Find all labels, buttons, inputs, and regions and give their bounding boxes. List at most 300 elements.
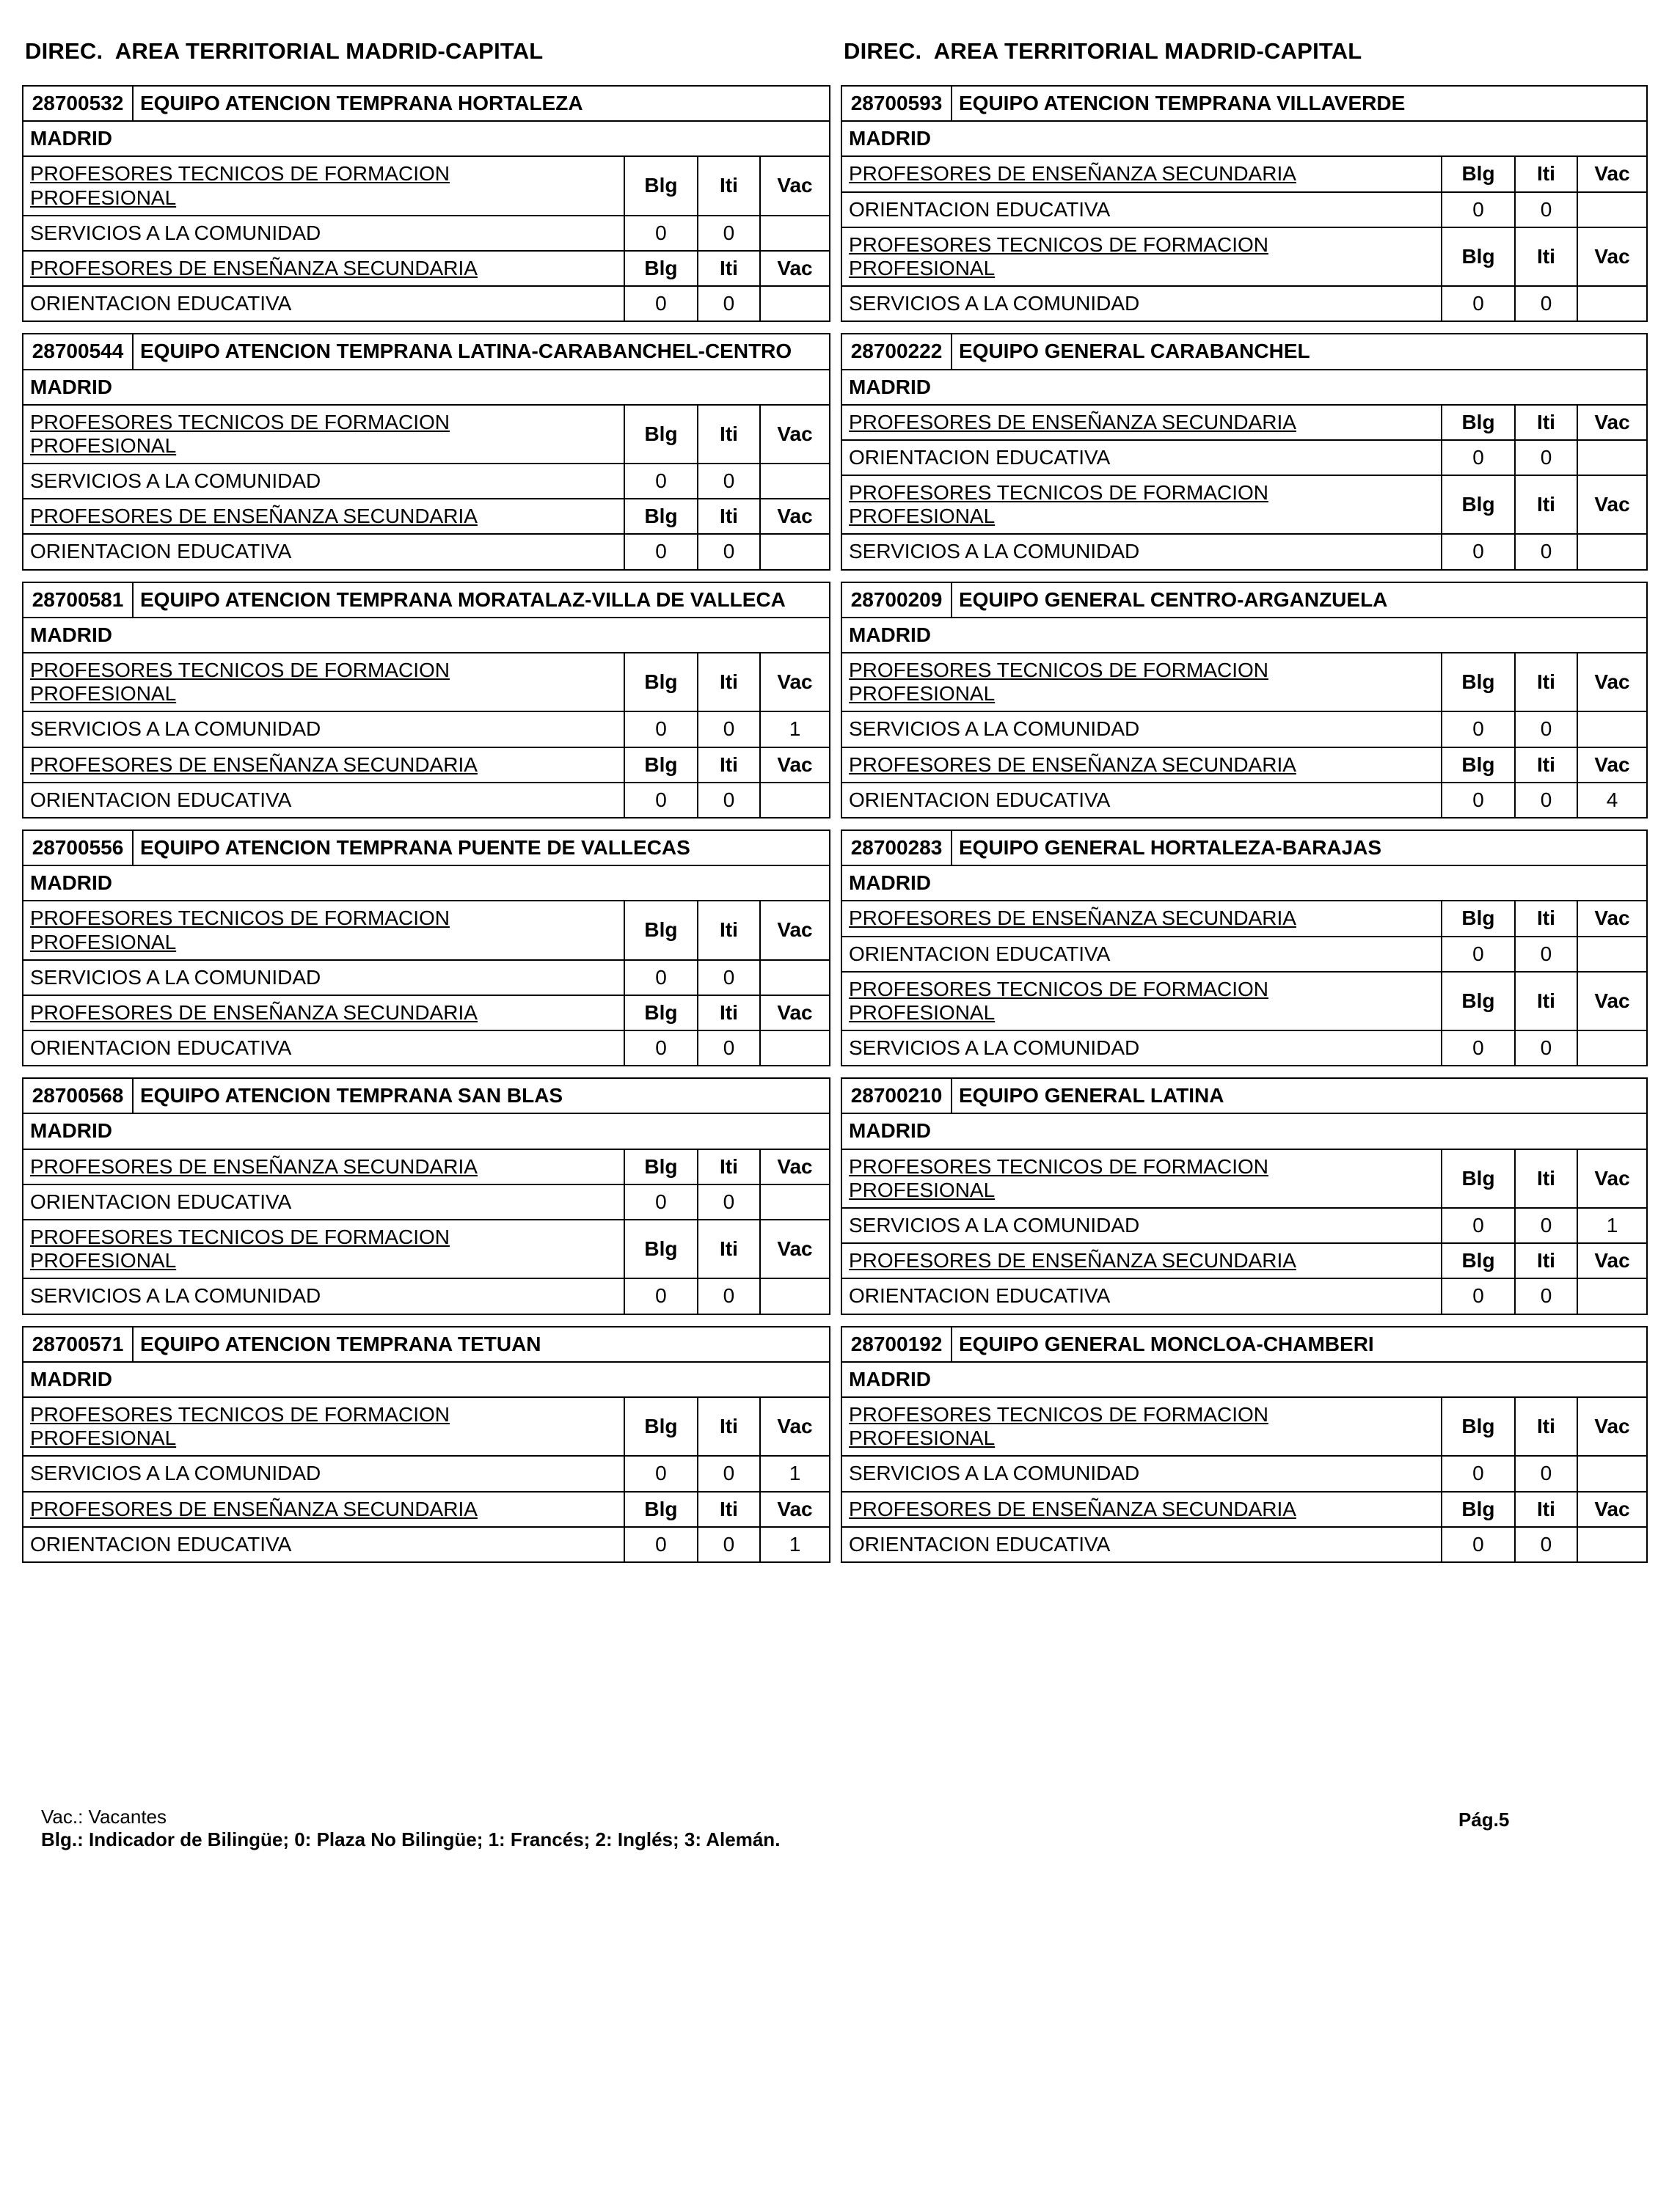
center-code: 28700571 [23, 1327, 133, 1362]
block-header-row [841, 86, 1647, 121]
specialty-cell: ORIENTACION EDUCATIVA [841, 440, 1442, 475]
vac-column-header: Vac [1577, 227, 1647, 286]
vac-value [760, 783, 830, 818]
iti-value: 0 [1515, 1456, 1577, 1491]
center-name: EQUIPO ATENCION TEMPRANA SAN BLAS [133, 1078, 830, 1113]
center-block [841, 830, 1648, 1066]
vac-value [1577, 1030, 1647, 1066]
blg-value: 0 [1442, 286, 1515, 321]
center-code: 28700593 [841, 86, 952, 121]
iti-column-header: Iti [1515, 1492, 1577, 1527]
body-header-row [841, 405, 1647, 440]
locality-row [23, 121, 830, 156]
iti-value: 0 [1515, 1030, 1577, 1066]
locality-row [841, 618, 1647, 653]
footer-vac-note: Vac.: Vacantes [41, 1806, 167, 1828]
body-header-row [841, 1397, 1647, 1456]
blg-value: 0 [1442, 783, 1515, 818]
blg-column-header: Blg [1442, 1397, 1515, 1456]
center-code: 28700192 [841, 1327, 952, 1362]
blg-column-header: Blg [1442, 972, 1515, 1030]
center-block [22, 333, 830, 570]
vac-value: 1 [1577, 1208, 1647, 1243]
blg-value: 0 [1442, 1030, 1515, 1066]
locality-cell: MADRID [23, 121, 830, 156]
body-header-row [23, 653, 830, 711]
body-name-cell [23, 995, 624, 1030]
center-name: EQUIPO ATENCION TEMPRANA VILLAVERDE [952, 86, 1647, 121]
vac-column-header: Vac [1577, 156, 1647, 191]
blg-value: 0 [1442, 440, 1515, 475]
blg-column-header: Blg [624, 1397, 698, 1456]
locality-row [23, 1362, 830, 1397]
specialty-row [841, 286, 1647, 321]
iti-column-header: Iti [1515, 475, 1577, 534]
body-header-row [23, 251, 830, 286]
specialty-row [841, 1527, 1647, 1562]
center-block [841, 333, 1648, 570]
iti-column-header: Iti [1515, 227, 1577, 286]
block-header-row [23, 830, 830, 865]
specialty-cell: ORIENTACION EDUCATIVA [841, 1278, 1442, 1314]
block-header-row [23, 86, 830, 121]
blg-value: 0 [624, 1030, 698, 1066]
blocks-column-right [841, 85, 1648, 1574]
body-name-cell [841, 972, 1442, 1030]
body-header-row [841, 972, 1647, 1030]
iti-value: 0 [1515, 711, 1577, 747]
specialty-row [23, 1456, 830, 1491]
body-name-cell [23, 747, 624, 783]
body-name-text: PROFESORES DE ENSEÑANZA SECUNDARIA [30, 1154, 478, 1178]
body-header-row [23, 1149, 830, 1184]
block-header-row [23, 334, 830, 369]
blg-column-header: Blg [1442, 405, 1515, 440]
block-header-row [841, 1078, 1647, 1113]
specialty-cell: ORIENTACION EDUCATIVA [841, 192, 1442, 227]
iti-column-header: Iti [1515, 901, 1577, 936]
blg-value: 0 [624, 1527, 698, 1562]
iti-column-header: Iti [698, 1492, 760, 1527]
body-name-text: PROFESORES TECNICOS DE FORMACION PROFESIONAL [30, 659, 450, 706]
specialty-row [841, 1030, 1647, 1066]
center-code: 28700209 [841, 582, 952, 618]
locality-row [841, 121, 1647, 156]
body-name-cell [23, 499, 624, 534]
iti-value: 0 [698, 960, 760, 995]
iti-column-header: Iti [698, 1397, 760, 1456]
vac-value [760, 464, 830, 499]
vac-column-header: Vac [760, 653, 830, 711]
blg-value: 0 [624, 1278, 698, 1314]
blg-column-header: Blg [1442, 1492, 1515, 1527]
specialty-cell: SERVICIOS A LA COMUNIDAD [841, 286, 1442, 321]
center-code: 28700532 [23, 86, 133, 121]
body-header-row [841, 901, 1647, 936]
body-name-cell [841, 1397, 1442, 1456]
vac-column-header: Vac [760, 1397, 830, 1456]
iti-value: 0 [698, 1278, 760, 1314]
vac-value [760, 960, 830, 995]
body-name-text: PROFESORES TECNICOS DE FORMACION PROFESIONAL [30, 1402, 450, 1450]
blocks-column-left [22, 85, 830, 1574]
body-header-row [23, 1397, 830, 1456]
specialty-cell: SERVICIOS A LA COMUNIDAD [23, 711, 624, 747]
locality-row [841, 1362, 1647, 1397]
body-name-cell [841, 653, 1442, 711]
center-block [22, 1326, 830, 1563]
body-name-cell [23, 1397, 624, 1456]
body-name-text: PROFESORES DE ENSEÑANZA SECUNDARIA [30, 752, 478, 776]
iti-value: 0 [698, 1184, 760, 1220]
body-name-cell [23, 251, 624, 286]
center-block [841, 1326, 1648, 1563]
vac-column-header: Vac [760, 156, 830, 215]
body-name-text: PROFESORES TECNICOS DE FORMACION PROFESIONAL [30, 162, 450, 209]
blg-value: 0 [624, 1456, 698, 1491]
iti-column-header: Iti [1515, 1243, 1577, 1278]
body-name-text: PROFESORES DE ENSEÑANZA SECUNDARIA [849, 752, 1296, 776]
center-code: 28700581 [23, 582, 133, 618]
footer-legend [41, 1806, 780, 1851]
vac-column-header: Vac [1577, 405, 1647, 440]
body-header-row [23, 499, 830, 534]
blg-value: 0 [624, 534, 698, 569]
body-name-cell [841, 1492, 1442, 1527]
center-code: 28700556 [23, 830, 133, 865]
locality-cell: MADRID [841, 618, 1647, 653]
iti-value: 0 [1515, 192, 1577, 227]
center-name: EQUIPO GENERAL CENTRO-ARGANZUELA [952, 582, 1647, 618]
vac-column-header: Vac [1577, 1492, 1647, 1527]
specialty-cell: ORIENTACION EDUCATIVA [23, 783, 624, 818]
vac-value: 1 [760, 1527, 830, 1562]
locality-row [23, 370, 830, 405]
locality-cell: MADRID [23, 865, 830, 901]
specialty-cell: ORIENTACION EDUCATIVA [841, 1527, 1442, 1562]
blg-value: 0 [1442, 1278, 1515, 1314]
specialty-row [23, 783, 830, 818]
vac-column-header: Vac [760, 747, 830, 783]
specialty-row [841, 783, 1647, 818]
body-name-text: PROFESORES TECNICOS DE FORMACION PROFESIONAL [849, 659, 1268, 706]
vac-value [1577, 286, 1647, 321]
vac-value [760, 286, 830, 321]
blg-value: 0 [1442, 534, 1515, 569]
specialty-row [23, 1278, 830, 1314]
blg-column-header: Blg [624, 251, 698, 286]
block-header-row [841, 1327, 1647, 1362]
center-name: EQUIPO GENERAL LATINA [952, 1078, 1647, 1113]
vac-column-header: Vac [760, 1149, 830, 1184]
iti-column-header: Iti [698, 499, 760, 534]
vac-value [760, 1184, 830, 1220]
blg-column-header: Blg [1442, 747, 1515, 783]
vac-column-header: Vac [760, 1492, 830, 1527]
body-name-cell [841, 747, 1442, 783]
locality-cell: MADRID [23, 1113, 830, 1149]
specialty-row [841, 1456, 1647, 1491]
body-header-row [841, 1492, 1647, 1527]
vac-column-header: Vac [1577, 747, 1647, 783]
vac-column-header: Vac [760, 901, 830, 959]
body-name-text: PROFESORES DE ENSEÑANZA SECUNDARIA [30, 256, 478, 279]
iti-value: 0 [1515, 1278, 1577, 1314]
body-header-row [23, 405, 830, 464]
center-block [22, 830, 830, 1066]
center-block [841, 1077, 1648, 1314]
iti-column-header: Iti [1515, 653, 1577, 711]
block-header-row [841, 830, 1647, 865]
specialty-cell: SERVICIOS A LA COMUNIDAD [23, 960, 624, 995]
blg-value: 0 [624, 960, 698, 995]
iti-value: 0 [1515, 783, 1577, 818]
body-name-text: PROFESORES TECNICOS DE FORMACION PROFESIONAL [30, 907, 450, 953]
vac-value [1577, 711, 1647, 747]
page-header-right: DIREC. AREA TERRITORIAL MADRID-CAPITAL [844, 38, 1362, 64]
blg-column-header: Blg [624, 405, 698, 464]
body-name-cell [23, 1220, 624, 1278]
body-name-cell [841, 1243, 1442, 1278]
blg-column-header: Blg [1442, 1243, 1515, 1278]
body-header-row [841, 653, 1647, 711]
vac-value [760, 1278, 830, 1314]
center-code: 28700568 [23, 1078, 133, 1113]
locality-cell: MADRID [23, 1362, 830, 1397]
block-header-row [841, 334, 1647, 369]
body-name-cell [841, 1149, 1442, 1208]
vac-value [1577, 534, 1647, 569]
specialty-row [23, 711, 830, 747]
specialty-cell: ORIENTACION EDUCATIVA [23, 1184, 624, 1220]
blg-column-header: Blg [1442, 901, 1515, 936]
center-name: EQUIPO ATENCION TEMPRANA HORTALEZA [133, 86, 830, 121]
specialty-row [841, 711, 1647, 747]
iti-column-header: Iti [698, 1149, 760, 1184]
specialty-row [841, 440, 1647, 475]
iti-column-header: Iti [1515, 747, 1577, 783]
vac-column-header: Vac [760, 995, 830, 1030]
center-block [22, 85, 830, 322]
body-name-text: PROFESORES DE ENSEÑANZA SECUNDARIA [849, 1497, 1296, 1520]
blg-value: 0 [624, 216, 698, 251]
body-name-cell [23, 1149, 624, 1184]
vac-value [1577, 1456, 1647, 1491]
specialty-cell: SERVICIOS A LA COMUNIDAD [23, 1278, 624, 1314]
body-header-row [23, 1220, 830, 1278]
body-name-text: PROFESORES TECNICOS DE FORMACION PROFESIONAL [849, 232, 1268, 279]
vac-column-header: Vac [1577, 1149, 1647, 1208]
iti-column-header: Iti [698, 653, 760, 711]
blg-value: 0 [1442, 937, 1515, 972]
blg-value: 0 [624, 286, 698, 321]
locality-cell: MADRID [23, 618, 830, 653]
specialty-row [23, 534, 830, 569]
page-number: Pág.5 [1458, 1809, 1510, 1831]
body-name-text: PROFESORES TECNICOS DE FORMACION PROFESIONAL [30, 1226, 450, 1272]
iti-value: 0 [1515, 440, 1577, 475]
body-name-cell [23, 901, 624, 959]
specialty-cell: ORIENTACION EDUCATIVA [841, 783, 1442, 818]
specialty-row [23, 464, 830, 499]
body-header-row [23, 901, 830, 959]
locality-row [23, 618, 830, 653]
locality-row [841, 370, 1647, 405]
blg-column-header: Blg [1442, 475, 1515, 534]
page-header-left: DIREC. AREA TERRITORIAL MADRID-CAPITAL [25, 38, 544, 64]
specialty-cell: SERVICIOS A LA COMUNIDAD [841, 1456, 1442, 1491]
center-name: EQUIPO GENERAL MONCLOA-CHAMBERI [952, 1327, 1647, 1362]
specialty-cell: SERVICIOS A LA COMUNIDAD [841, 1030, 1442, 1066]
vac-value: 1 [760, 1456, 830, 1491]
body-name-text: PROFESORES TECNICOS DE FORMACION PROFESIONAL [849, 481, 1268, 528]
center-block [841, 582, 1648, 818]
locality-cell: MADRID [841, 1113, 1647, 1149]
body-name-text: PROFESORES DE ENSEÑANZA SECUNDARIA [30, 1000, 478, 1024]
iti-column-header: Iti [698, 405, 760, 464]
iti-value: 0 [698, 286, 760, 321]
locality-cell: MADRID [841, 865, 1647, 901]
specialty-cell: SERVICIOS A LA COMUNIDAD [23, 216, 624, 251]
body-header-row [841, 1149, 1647, 1208]
body-header-row [23, 156, 830, 215]
center-code: 28700210 [841, 1078, 952, 1113]
iti-value: 0 [1515, 1527, 1577, 1562]
iti-column-header: Iti [698, 995, 760, 1030]
body-name-text: PROFESORES DE ENSEÑANZA SECUNDARIA [849, 410, 1296, 433]
blg-column-header: Blg [624, 156, 698, 215]
center-block [841, 85, 1648, 322]
center-name: EQUIPO ATENCION TEMPRANA MORATALAZ-VILLA DE VALLECA [133, 582, 830, 618]
blg-value: 0 [1442, 1456, 1515, 1491]
specialty-row [841, 1278, 1647, 1314]
center-name: EQUIPO ATENCION TEMPRANA LATINA-CARABANCHEL-CENTRO [133, 334, 830, 369]
iti-column-header: Iti [698, 747, 760, 783]
locality-row [23, 1113, 830, 1149]
locality-row [841, 865, 1647, 901]
blg-value: 0 [624, 464, 698, 499]
specialty-row [23, 1527, 830, 1562]
body-name-cell [23, 1492, 624, 1527]
specialty-row [23, 1030, 830, 1066]
vac-column-header: Vac [760, 1220, 830, 1278]
iti-value: 0 [1515, 937, 1577, 972]
specialty-cell: SERVICIOS A LA COMUNIDAD [23, 464, 624, 499]
specialty-cell: ORIENTACION EDUCATIVA [23, 1527, 624, 1562]
locality-row [841, 1113, 1647, 1149]
center-code: 28700283 [841, 830, 952, 865]
vac-column-header: Vac [1577, 972, 1647, 1030]
vac-value [760, 216, 830, 251]
body-name-text: PROFESORES TECNICOS DE FORMACION PROFESIONAL [849, 1154, 1268, 1201]
specialty-cell: ORIENTACION EDUCATIVA [23, 286, 624, 321]
body-name-text: PROFESORES TECNICOS DE FORMACION PROFESIONAL [849, 1402, 1268, 1450]
body-header-row [841, 747, 1647, 783]
body-name-cell [23, 653, 624, 711]
vac-column-header: Vac [1577, 901, 1647, 936]
body-header-row [23, 747, 830, 783]
center-block [22, 1077, 830, 1314]
vac-value [1577, 440, 1647, 475]
blg-value: 0 [624, 711, 698, 747]
blg-value: 0 [1442, 1527, 1515, 1562]
specialty-cell: SERVICIOS A LA COMUNIDAD [841, 534, 1442, 569]
specialty-cell: ORIENTACION EDUCATIVA [23, 534, 624, 569]
specialty-cell: SERVICIOS A LA COMUNIDAD [841, 1208, 1442, 1243]
blg-column-header: Blg [624, 499, 698, 534]
center-name: EQUIPO ATENCION TEMPRANA PUENTE DE VALLECAS [133, 830, 830, 865]
iti-value: 0 [698, 1030, 760, 1066]
blg-column-header: Blg [624, 747, 698, 783]
iti-value: 0 [698, 1527, 760, 1562]
vac-column-header: Vac [1577, 1397, 1647, 1456]
body-header-row [841, 1243, 1647, 1278]
iti-value: 0 [1515, 534, 1577, 569]
specialty-row [23, 960, 830, 995]
body-name-text: PROFESORES TECNICOS DE FORMACION PROFESIONAL [849, 977, 1268, 1024]
blg-column-header: Blg [1442, 1149, 1515, 1208]
iti-column-header: Iti [698, 251, 760, 286]
specialty-row [841, 937, 1647, 972]
specialty-row [841, 192, 1647, 227]
blg-column-header: Blg [624, 653, 698, 711]
blg-column-header: Blg [624, 1149, 698, 1184]
iti-value: 0 [698, 534, 760, 569]
blg-column-header: Blg [1442, 156, 1515, 191]
body-name-cell [841, 156, 1442, 191]
body-name-cell [23, 156, 624, 215]
locality-cell: MADRID [841, 1362, 1647, 1397]
center-code: 28700222 [841, 334, 952, 369]
specialty-row [841, 1208, 1647, 1243]
body-name-text: PROFESORES TECNICOS DE FORMACION PROFESIONAL [30, 410, 450, 457]
body-name-cell [23, 405, 624, 464]
vac-column-header: Vac [1577, 653, 1647, 711]
body-name-cell [841, 227, 1442, 286]
specialty-row [841, 534, 1647, 569]
vac-value [760, 534, 830, 569]
iti-column-header: Iti [698, 901, 760, 959]
blg-value: 0 [1442, 192, 1515, 227]
center-name: EQUIPO GENERAL CARABANCHEL [952, 334, 1647, 369]
body-name-text: PROFESORES DE ENSEÑANZA SECUNDARIA [849, 1249, 1296, 1272]
specialty-row [23, 1184, 830, 1220]
block-header-row [841, 582, 1647, 618]
body-name-text: PROFESORES DE ENSEÑANZA SECUNDARIA [30, 505, 478, 528]
specialty-row [23, 286, 830, 321]
vac-value [1577, 192, 1647, 227]
body-name-text: PROFESORES DE ENSEÑANZA SECUNDARIA [30, 1497, 478, 1520]
iti-column-header: Iti [698, 1220, 760, 1278]
vac-value [1577, 1278, 1647, 1314]
iti-value: 0 [698, 711, 760, 747]
body-header-row [841, 227, 1647, 286]
vac-value [1577, 937, 1647, 972]
blg-value: 0 [624, 1184, 698, 1220]
specialty-row [23, 216, 830, 251]
iti-value: 0 [698, 1456, 760, 1491]
locality-cell: MADRID [841, 121, 1647, 156]
vac-value [760, 1030, 830, 1066]
body-name-cell [841, 901, 1442, 936]
specialty-cell: SERVICIOS A LA COMUNIDAD [23, 1456, 624, 1491]
vac-value [1577, 1527, 1647, 1562]
body-header-row [23, 995, 830, 1030]
blg-column-header: Blg [624, 995, 698, 1030]
locality-cell: MADRID [841, 370, 1647, 405]
vac-value: 4 [1577, 783, 1647, 818]
center-name: EQUIPO ATENCION TEMPRANA TETUAN [133, 1327, 830, 1362]
